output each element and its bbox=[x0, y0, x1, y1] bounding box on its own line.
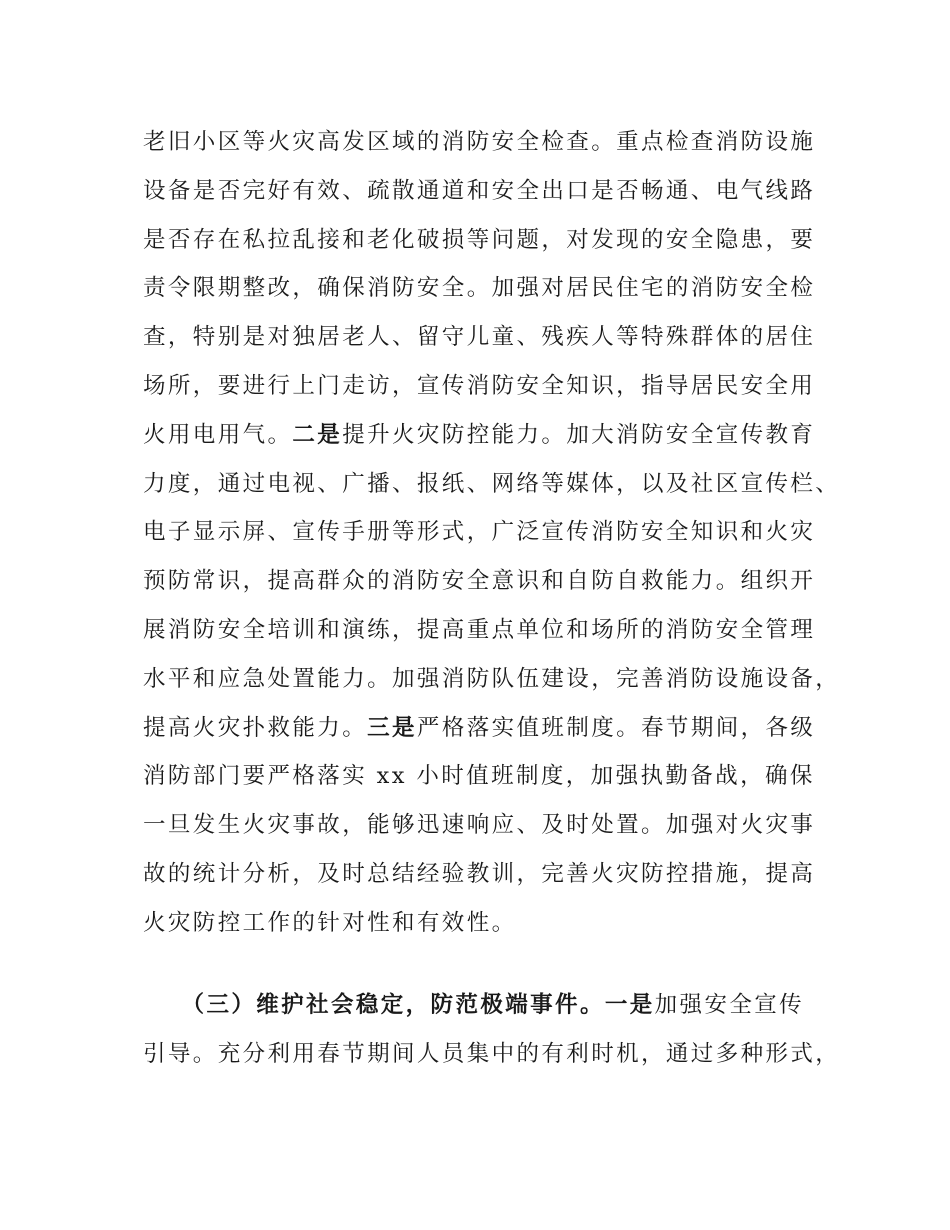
text-segment: 是否存在私拉乱接和老化破损等问题，对发现的安全隐患，要 bbox=[143, 226, 816, 253]
text-line bbox=[143, 216, 823, 265]
text-segment: 场所，要进行上门走访，宣传消防安全知识，指导居民安全用 bbox=[143, 372, 816, 399]
text-line bbox=[143, 313, 823, 362]
text-line bbox=[143, 167, 823, 216]
paragraph-fire-safety bbox=[143, 118, 841, 948]
bold-text-segment: （三）维护社会稳定，防范极端事件。一是 bbox=[143, 992, 655, 1018]
text-segment: 预防常识，提高群众的消防安全意识和自防自救能力。组织开 bbox=[143, 568, 816, 595]
text-segment: 火用电用气。 bbox=[143, 421, 293, 448]
text-line bbox=[143, 704, 823, 753]
text-segment: 设备是否完好有效、疏散通道和安全出口是否畅通、电气线路 bbox=[143, 177, 816, 204]
text-line bbox=[143, 606, 823, 655]
text-segment: 水平和应急处置能力。加强消防队伍建设，完善消防设施设备， bbox=[143, 665, 841, 692]
text-segment: 提升火灾防控能力。加大消防安全宣传教育 bbox=[342, 421, 816, 448]
text-segment: 消防部门要严格落实 xx 小时值班制度，加强执勤备战，确保 bbox=[143, 763, 815, 790]
text-segment: 严格落实值班制度。春节期间，各级 bbox=[416, 714, 816, 741]
text-line bbox=[143, 655, 841, 704]
text-line bbox=[143, 752, 823, 801]
text-line bbox=[143, 508, 823, 557]
text-segment: 引导。充分利用春节期间人员集中的有利时机，通过多种形式， bbox=[143, 1040, 841, 1067]
text-line bbox=[143, 557, 823, 606]
text-segment: 火灾防控工作的针对性和有效性。 bbox=[143, 909, 517, 936]
text-segment: 电子显示屏、宣传手册等形式，广泛宣传消防安全知识和火灾 bbox=[143, 519, 816, 546]
text-line bbox=[143, 850, 823, 899]
bold-text-segment: 二是 bbox=[292, 421, 343, 448]
text-segment: 加强安全宣传 bbox=[654, 992, 805, 1018]
text-segment: 一旦发生火灾事故，能够迅速响应、及时处置。加强对火灾事 bbox=[143, 812, 816, 839]
text-segment: 力度，通过电视、广播、报纸、网络等媒体，以及社区宣传栏、 bbox=[143, 470, 841, 497]
text-line bbox=[143, 899, 823, 948]
text-line bbox=[143, 460, 841, 509]
text-line bbox=[143, 118, 823, 167]
text-segment: 责令限期整改，确保消防安全。加强对居民住宅的消防安全检 bbox=[143, 275, 816, 302]
text-line bbox=[143, 411, 823, 460]
paragraph-social-stability bbox=[143, 981, 841, 1079]
text-segment: 老旧小区等火灾高发区域的消防安全检查。重点检查消防设施 bbox=[143, 129, 816, 155]
text-segment: 查，特别是对独居老人、留守儿童、残疾人等特殊群体的居住 bbox=[143, 324, 816, 351]
text-segment: 提高火灾扑救能力。 bbox=[143, 714, 368, 741]
bold-text-segment: 三是 bbox=[367, 714, 417, 741]
text-line bbox=[143, 264, 823, 313]
text-line bbox=[143, 801, 823, 850]
text-line bbox=[143, 981, 823, 1030]
text-segment: 故的统计分析，及时总结经验教训，完善火灾防控措施，提高 bbox=[143, 860, 816, 887]
text-segment: 展消防安全培训和演练，提高重点单位和场所的消防安全管理 bbox=[143, 616, 816, 643]
text-line bbox=[143, 1030, 841, 1079]
text-line bbox=[143, 362, 823, 411]
